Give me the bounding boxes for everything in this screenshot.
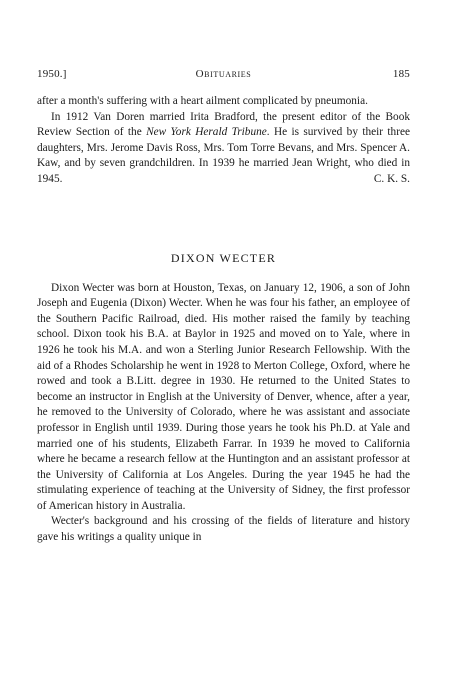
wecter-paragraph-1: Dixon Wecter was born at Houston, Texas, on January 12, 1906, a son of John Joseph and Eugenia (Dixon) Wecter. When he was four his father, an employee of the Southern Pacific Railroad, died. His mother raised the family by teaching school. Dixon took his B.A. at Baylor in 1925 and moved on to Yale, where in 1926 he took his M.A. and won a Sterling Junior Research Fellowship. With the aid of a Rhodes Scholarship he went in 1928 to Merton College, Oxford, where he rowed and took a B.Litt. degree in 1930. He returned to the United States to become an instructor in English at the University of Denver, whence, after a year, he removed to the University of Colorado, where he was assistant and associate professor in English until 1939. During those years he took his Ph.D. at Yale and married one of his students, Elizabeth Farrar. In 1939 he moved to California where he became a research fellow at the Huntington and an assistant professor at the University of California at Los Angeles. During the year 1945 he had the stimulating experience of teaching at the University of Sidney, the first professor of American history in Australia. bbox=[37, 281, 410, 512]
carryover-paragraph: after a month's suffering with a heart ailment complicated by pneumonia. bbox=[37, 95, 368, 107]
doren-text-before: In 1912 Van Doren married Irita Bradford, the present editor of the Book Review Section of the bbox=[37, 110, 410, 139]
author-initials: C. K. S. bbox=[373, 172, 410, 185]
wecter-paragraph-2: Wecter's background and his crossing of the fields of literature and history gave his writings a quality unique in bbox=[37, 515, 410, 544]
document-page bbox=[37, 68, 410, 546]
header-title: Obituaries bbox=[195, 68, 252, 80]
section-title: DIXON WECTER bbox=[170, 250, 277, 265]
newspaper-title: New York Herald Tribune bbox=[146, 126, 267, 139]
running-header bbox=[37, 68, 410, 86]
header-year: 1950.] bbox=[37, 68, 67, 80]
doren-text-after: . He is survived by their three daughters, Mrs. Jerome Davis Ross, Mrs. Tom Torre Bevans, and Mrs. Spencer A. Kaw, and by seven grandchildren. In 1939 he married Jean Wright, who died in 1945. bbox=[37, 126, 410, 185]
page-number: 185 bbox=[392, 68, 410, 80]
